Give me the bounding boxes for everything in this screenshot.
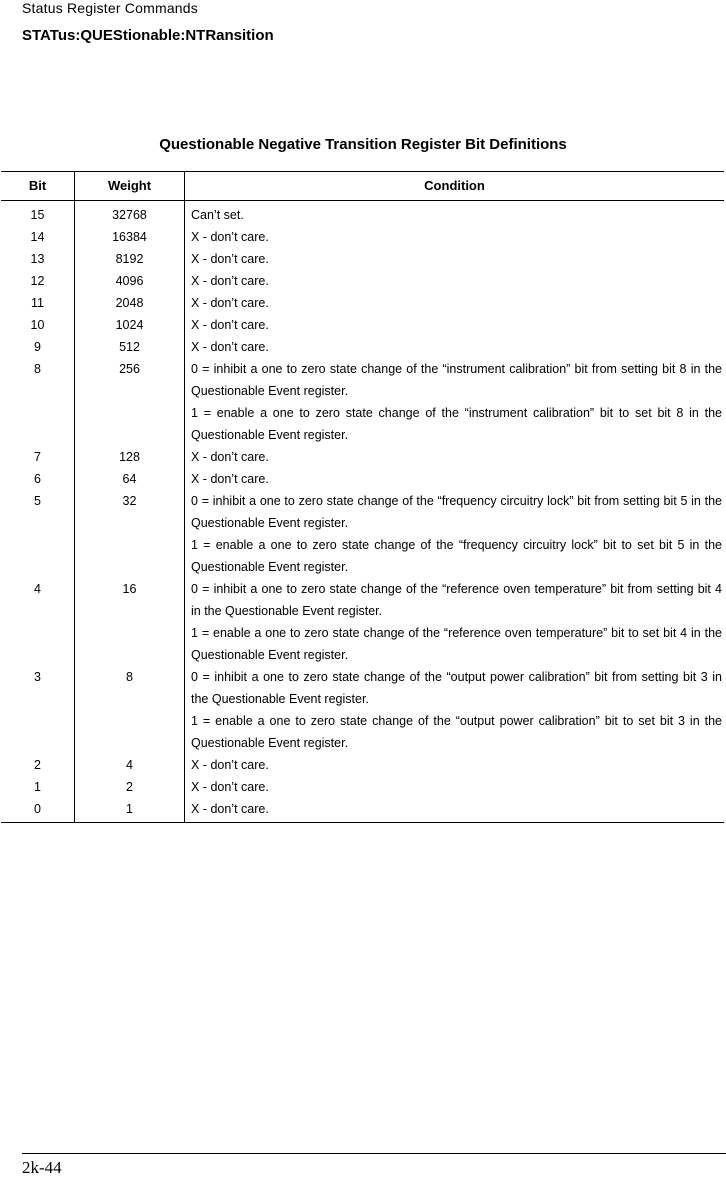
table-row xyxy=(1,578,724,666)
weight-cell: 256 xyxy=(75,358,185,446)
bit-cell: 1 xyxy=(1,776,75,798)
footer-rule xyxy=(22,1153,726,1154)
column-header-bit: Bit xyxy=(1,172,75,201)
condition-cell xyxy=(185,270,725,292)
condition-cell xyxy=(185,490,725,578)
condition-cell xyxy=(185,468,725,490)
bit-cell: 13 xyxy=(1,248,75,270)
weight-cell: 16 xyxy=(75,578,185,666)
table-row xyxy=(1,490,724,578)
weight-cell: 2 xyxy=(75,776,185,798)
condition-text: X - don’t care. xyxy=(191,296,269,310)
condition-text: 0 = inhibit a one to zero state change of the “instrument calibration” bit from setting bit 8 in the Questionable Event register. xyxy=(191,362,722,398)
table-row xyxy=(1,336,724,358)
condition-text: 1 = enable a one to zero state change of the “output power calibration” bit to set bit 3 in the Questionable Event register. xyxy=(191,714,722,750)
condition-cell xyxy=(185,578,725,666)
condition-cell xyxy=(185,248,725,270)
table-body xyxy=(1,201,724,823)
table-row xyxy=(1,201,724,227)
condition-text: X - don’t care. xyxy=(191,318,269,332)
condition-text: X - don’t care. xyxy=(191,780,269,794)
condition-text: Can’t set. xyxy=(191,208,244,222)
table-row xyxy=(1,314,724,336)
bit-cell: 12 xyxy=(1,270,75,292)
condition-cell xyxy=(185,314,725,336)
bit-cell: 14 xyxy=(1,226,75,248)
weight-cell: 8 xyxy=(75,666,185,754)
condition-cell xyxy=(185,446,725,468)
table-row xyxy=(1,358,724,446)
bit-cell: 8 xyxy=(1,358,75,446)
condition-text: X - don’t care. xyxy=(191,472,269,486)
section-title: Status Register Commands xyxy=(22,0,198,16)
condition-text: X - don’t care. xyxy=(191,340,269,354)
weight-cell: 4096 xyxy=(75,270,185,292)
bit-cell: 15 xyxy=(1,201,75,227)
weight-cell: 1 xyxy=(75,798,185,823)
bit-cell: 6 xyxy=(1,468,75,490)
condition-text: X - don’t care. xyxy=(191,230,269,244)
bit-cell: 7 xyxy=(1,446,75,468)
column-header-condition: Condition xyxy=(185,172,725,201)
table-row xyxy=(1,666,724,754)
condition-cell xyxy=(185,666,725,754)
weight-cell: 16384 xyxy=(75,226,185,248)
table-row xyxy=(1,468,724,490)
table-row xyxy=(1,248,724,270)
weight-cell: 4 xyxy=(75,754,185,776)
weight-cell: 2048 xyxy=(75,292,185,314)
table-row xyxy=(1,776,724,798)
page-number: 2k-44 xyxy=(22,1158,62,1177)
bit-cell: 11 xyxy=(1,292,75,314)
command-title: STATus:QUEStionable:NTRansition xyxy=(22,27,274,44)
table-row xyxy=(1,446,724,468)
condition-text: 1 = enable a one to zero state change of the “frequency circuitry lock” bit to set bit 5 in the Questionable Event register. xyxy=(191,538,722,574)
column-header-weight: Weight xyxy=(75,172,185,201)
condition-text: X - don’t care. xyxy=(191,252,269,266)
table-row xyxy=(1,292,724,314)
weight-cell: 512 xyxy=(75,336,185,358)
bit-cell: 3 xyxy=(1,666,75,754)
condition-cell xyxy=(185,292,725,314)
bit-cell: 5 xyxy=(1,490,75,578)
condition-cell xyxy=(185,358,725,446)
weight-cell: 8192 xyxy=(75,248,185,270)
condition-text: 0 = inhibit a one to zero state change of the “output power calibration” bit from setting bit 3 in the Questionable Event register. xyxy=(191,670,722,706)
condition-text: 1 = enable a one to zero state change of the “instrument calibration” bit to set bit 8 in the Questionable Event register. xyxy=(191,406,722,442)
condition-text: X - don’t care. xyxy=(191,450,269,464)
table-row xyxy=(1,754,724,776)
bit-cell: 2 xyxy=(1,754,75,776)
condition-cell xyxy=(185,336,725,358)
table-caption: Questionable Negative Transition Register Bit Definitions xyxy=(159,136,567,153)
bit-definitions-table xyxy=(1,171,724,823)
weight-cell: 32 xyxy=(75,490,185,578)
condition-text: 0 = inhibit a one to zero state change of the “frequency circuitry lock” bit from setting bit 5 in the Questionable Event register. xyxy=(191,494,722,530)
condition-text: 0 = inhibit a one to zero state change of the “reference oven temperature” bit from setting bit 4 in the Questionable Event register. xyxy=(191,582,722,618)
condition-cell xyxy=(185,776,725,798)
bit-cell: 10 xyxy=(1,314,75,336)
condition-cell xyxy=(185,201,725,227)
condition-cell xyxy=(185,226,725,248)
condition-text: X - don’t care. xyxy=(191,274,269,288)
bit-cell: 0 xyxy=(1,798,75,823)
weight-cell: 128 xyxy=(75,446,185,468)
condition-cell xyxy=(185,798,725,823)
table-row xyxy=(1,270,724,292)
bit-cell: 4 xyxy=(1,578,75,666)
weight-cell: 1024 xyxy=(75,314,185,336)
bit-cell: 9 xyxy=(1,336,75,358)
condition-cell xyxy=(185,754,725,776)
condition-text: X - don’t care. xyxy=(191,802,269,816)
condition-text: 1 = enable a one to zero state change of the “reference oven temperature” bit to set bit 4 in the Questionable Event register. xyxy=(191,626,722,662)
condition-text: X - don’t care. xyxy=(191,758,269,772)
weight-cell: 64 xyxy=(75,468,185,490)
table-header-row xyxy=(1,172,724,201)
weight-cell: 32768 xyxy=(75,201,185,227)
table-row xyxy=(1,798,724,823)
table-row xyxy=(1,226,724,248)
